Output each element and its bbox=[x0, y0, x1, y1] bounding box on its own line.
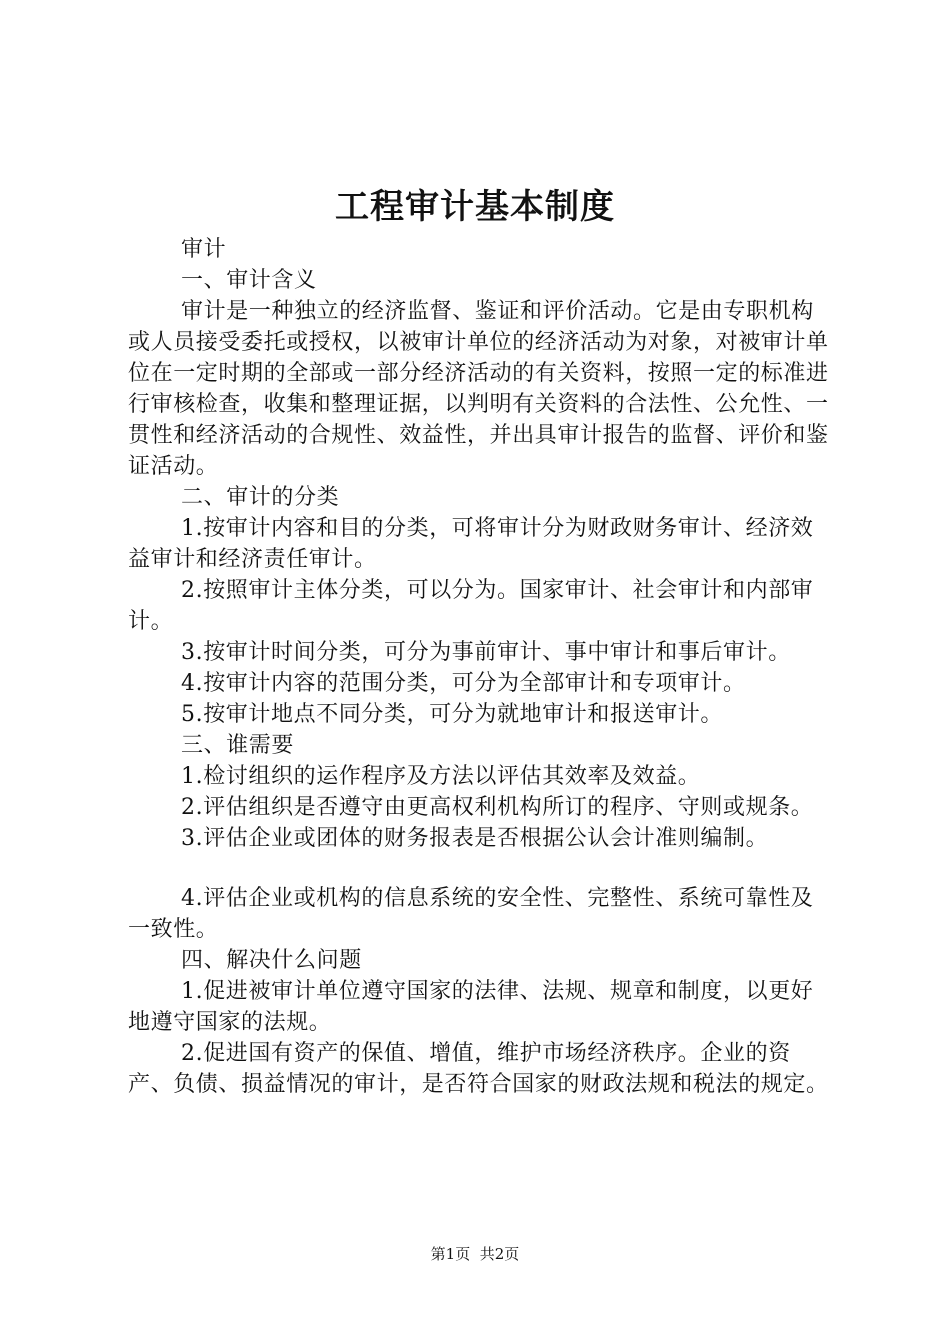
section-heading-3: 三、谁需要 bbox=[181, 733, 295, 758]
list-item: 4.按审计内容的范围分类，可分为全部审计和专项审计。 bbox=[181, 671, 746, 696]
list-item: 2.评估组织是否遵守由更高权利机构所订的程序、守则或规条。 bbox=[181, 795, 814, 820]
document-title: 工程审计基本制度 bbox=[335, 187, 615, 227]
page-footer bbox=[0, 1243, 950, 1265]
section-heading-4: 四、解决什么问题 bbox=[181, 948, 362, 973]
paragraph: 审计是一种独立的经济监督、鉴证和评价活动。它是由专职机构或人员接受委托或授权，以被审计单位的经济活动为对象，对被审计单位在一定时期的全部或一部分经济活动的有关资料，按照一定的标准进行审核检查，收集和整理证据，以判明有关资料的合法性、公允性、一贯性和经济活动的合规性、效益性，并出具审计报告的监督、评价和鉴证活动。 bbox=[128, 299, 829, 479]
list-item: 1.促进被审计单位遵守国家的法律、法规、规章和制度，以更好地遵守国家的法规。 bbox=[128, 979, 814, 1035]
page-number: 第1页 bbox=[430, 1245, 471, 1263]
paragraph-heading-audit: 审计 bbox=[181, 237, 227, 262]
list-item: 1.检讨组织的运作程序及方法以评估其效率及效益。 bbox=[181, 764, 701, 789]
list-item: 4.评估企业或机构的信息系统的安全性、完整性、系统可靠性及一致性。 bbox=[128, 886, 814, 942]
section-heading-1: 一、审计含义 bbox=[181, 268, 317, 293]
list-item: 3.评估企业或团体的财务报表是否根据公认会计准则编制。 bbox=[181, 826, 769, 851]
page-total: 共2页 bbox=[479, 1245, 520, 1263]
section-heading-2: 二、审计的分类 bbox=[181, 485, 340, 510]
list-item: 1.按审计内容和目的分类，可将审计分为财政财务审计、经济效益审计和经济责任审计。 bbox=[128, 516, 814, 572]
document-body bbox=[128, 234, 834, 1100]
list-item: 3.按审计时间分类，可分为事前审计、事中审计和事后审计。 bbox=[181, 640, 791, 665]
list-item: 5.按审计地点不同分类，可分为就地审计和报送审计。 bbox=[181, 702, 723, 727]
list-item: 2.促进国有资产的保值、增值，维护市场经济秩序。企业的资产、负债、损益情况的审计，是否符合国家的财政法规和税法的规定。 bbox=[128, 1041, 829, 1097]
list-item: 2.按照审计主体分类，可以分为。国家审计、社会审计和内部审计。 bbox=[128, 578, 814, 634]
